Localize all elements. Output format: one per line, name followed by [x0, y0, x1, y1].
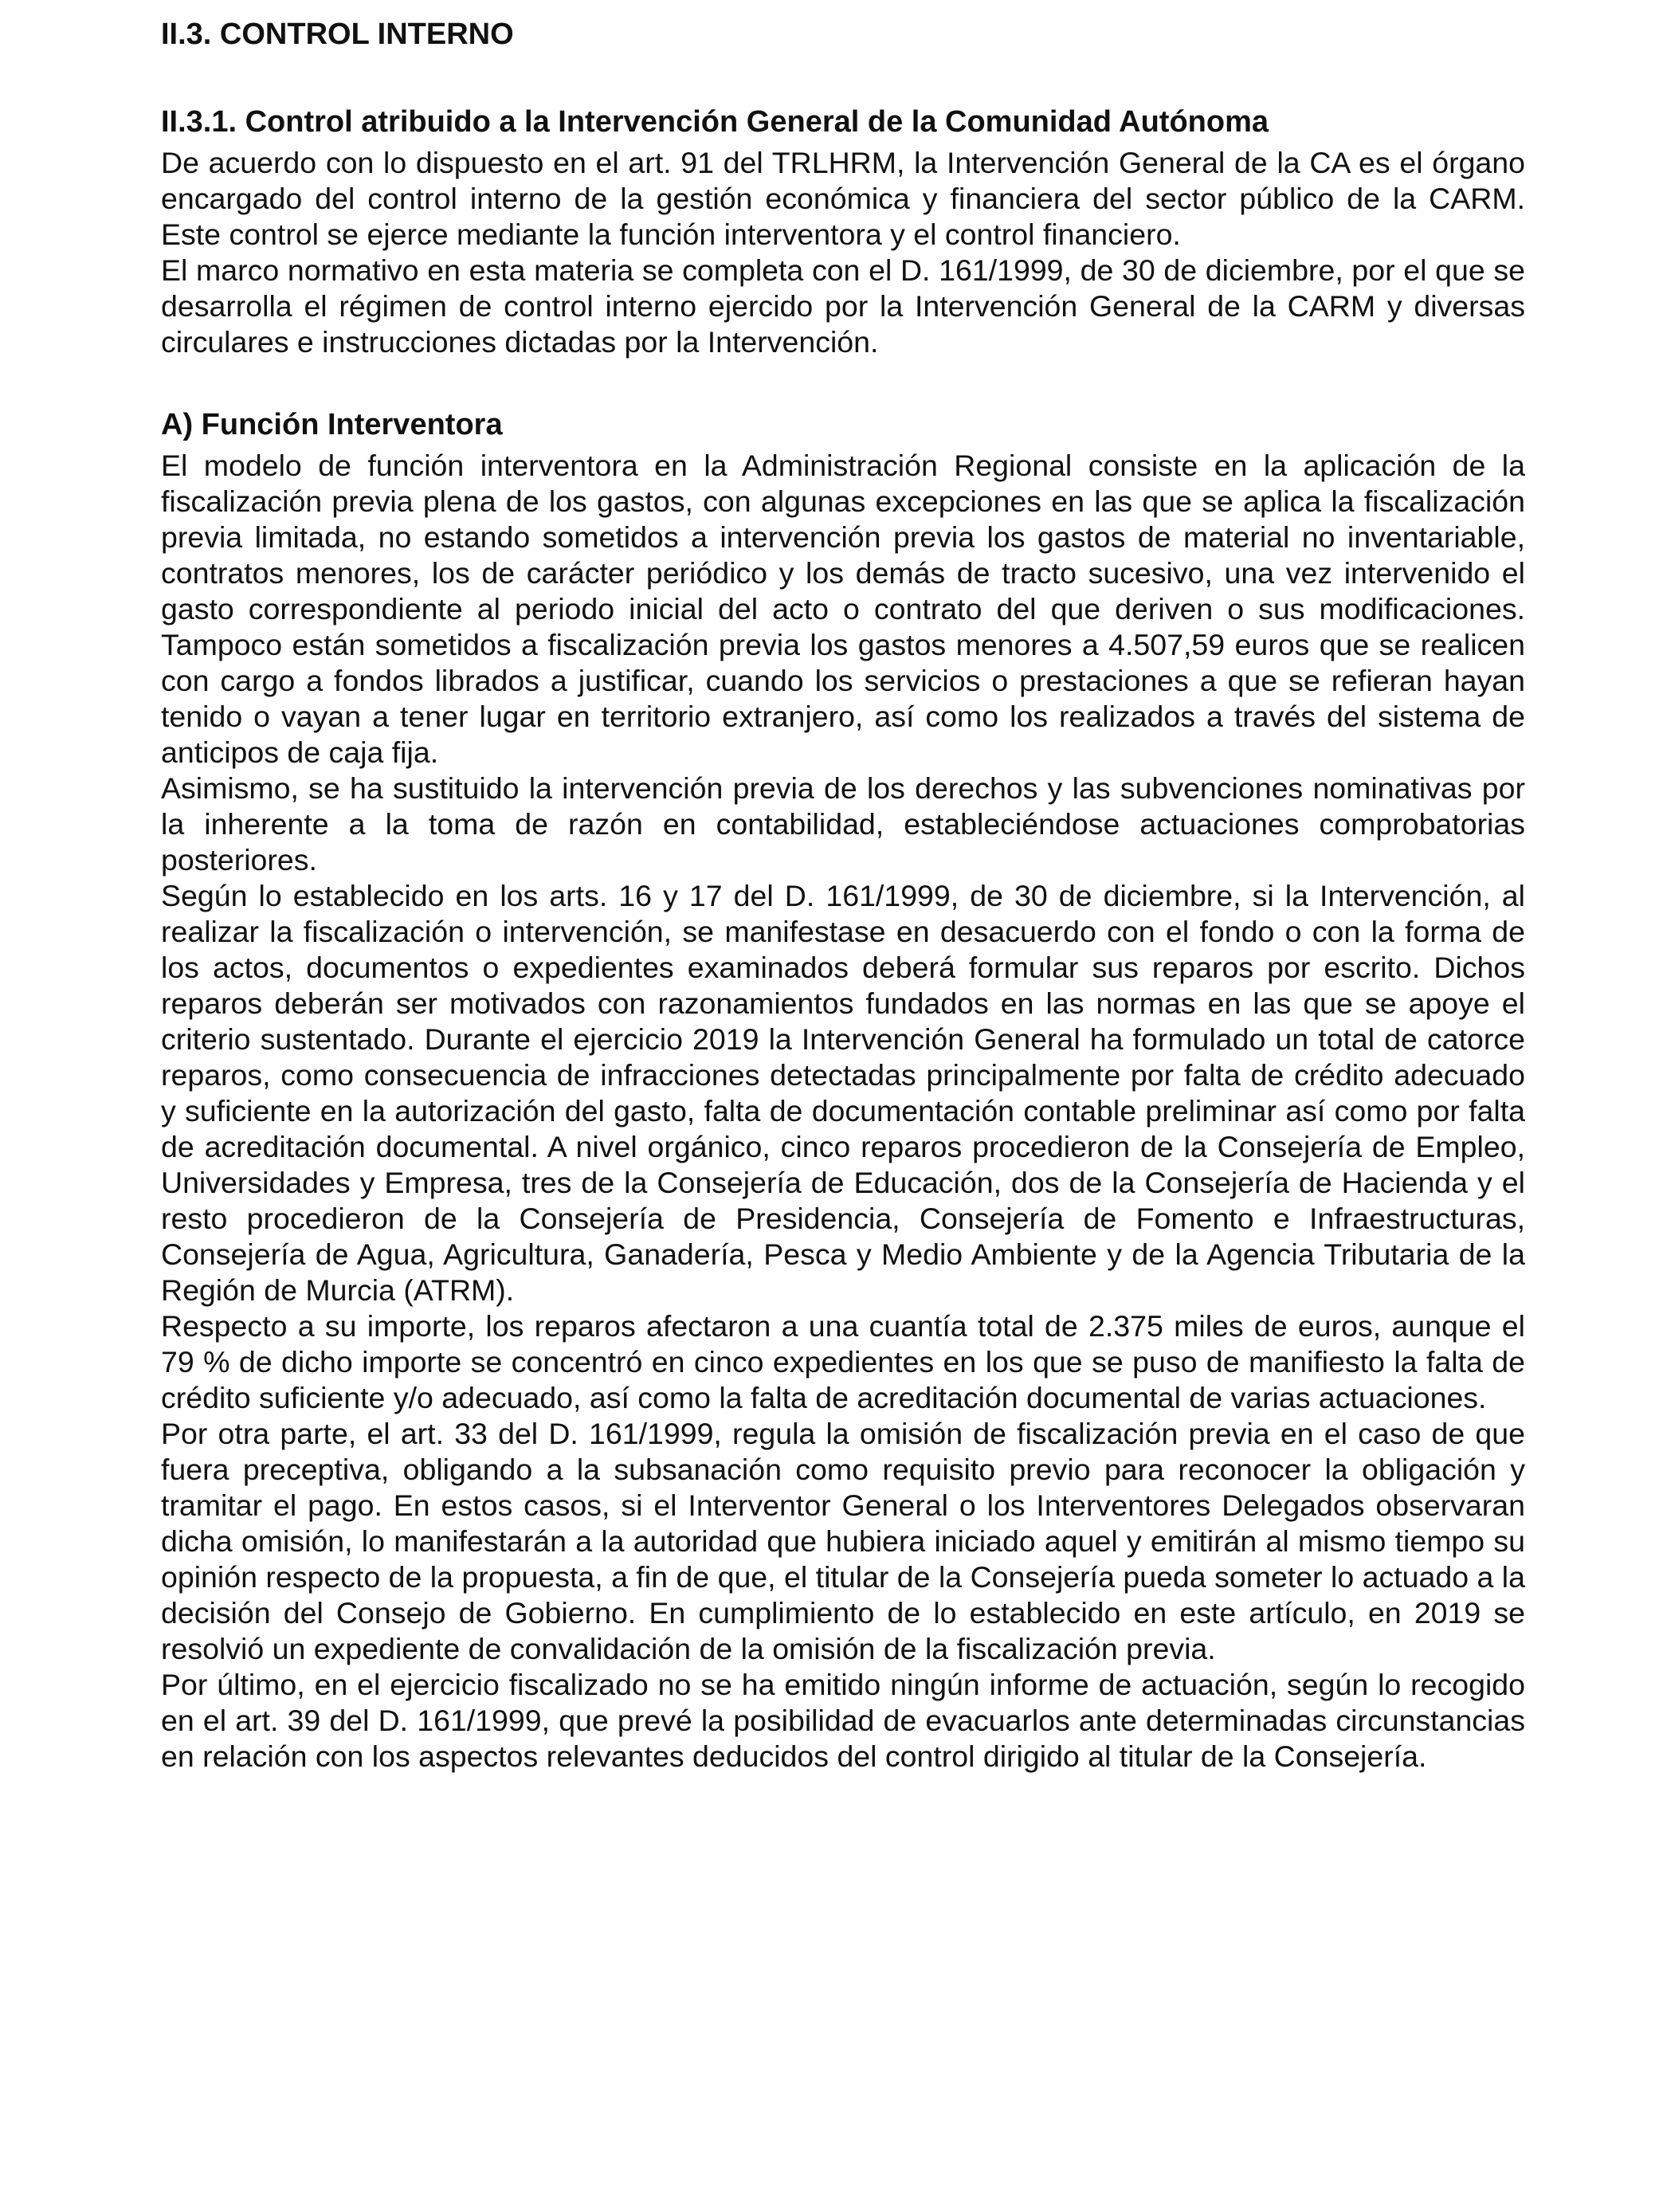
function-paragraph-1: El modelo de función interventora en la Administración Regional consiste en la aplicación de la fiscalización previa plena de los gastos, con algunas excepciones en las que se aplica la fiscalización previa limitada, no estando sometidos a intervención previa los gastos de material no inventariable, contratos menores, los de carácter periódico y los demás de tracto sucesivo, una vez intervenido el gasto correspondiente al periodo inicial del acto o contrato del que deriven o sus modificaciones. Tampoco están sometidos a fiscalización previa los gastos menores a 4.507,59 euros que se realicen con cargo a fondos librados a justificar, cuando los servicios o prestaciones a que se refieran hayan tenido o vayan a tener lugar en territorio extranjero, así como los realizados a través del sistema de anticipos de caja fija.	[161, 449, 1525, 769]
function-paragraph-5: Por otra parte, el art. 33 del D. 161/1999, regula la omisión de fiscalización previa en el caso de que fuera preceptiva, obligando a la subsanación como requisito previo para reconocer la obligación y tramitar el pago. En estos casos, si el Interventor General o los Interventores Delegados observaran dicha omisión, lo manifestarán a la autoridad que hubiera iniciado aquel y emitirán al mismo tiempo su opinión respecto de la propuesta, a fin de que, el titular de la Consejería pueda someter lo actuado a la decisión del Consejo de Gobierno. En cumplimiento de lo establecido en este artículo, en 2019 se resolvió un expediente de convalidación de la omisión de la fiscalización previa.	[161, 1417, 1525, 1665]
document-page	[161, 11, 1525, 1775]
function-paragraph-2: Asimismo, se ha sustituido la intervención previa de los derechos y las subvenciones nominativas por la inherente a la toma de razón en contabilidad, estableciéndose actuaciones comprobatorias posteriores.	[161, 771, 1525, 877]
section-title: II.3. CONTROL INTERNO	[161, 18, 514, 51]
function-heading: A) Función Interventora	[161, 408, 503, 441]
function-paragraph-6: Por último, en el ejercicio fiscalizado no se ha emitido ningún informe de actuación, según lo recogido en el art. 39 del D. 161/1999, que prevé la posibilidad de evacuarlos ante determinadas circunstancias en relación con los aspectos relevantes deducidos del control dirigido al titular de la Consejería.	[161, 1668, 1525, 1773]
subsection-title: II.3.1. Control atribuido a la Intervención General de la Comunidad Autónoma	[161, 105, 1269, 139]
function-paragraph-3: Según lo establecido en los arts. 16 y 17 del D. 161/1999, de 30 de diciembre, si la Intervención, al realizar la fiscalización o intervención, se manifestase en desacuerdo con el fondo o con la forma de los actos, documentos o expedientes examinados deberá formular sus reparos por escrito. Dichos reparos deberán ser motivados con razonamientos fundados en las normas en las que se apoye el criterio sustentado. Durante el ejercicio 2019 la Intervención General ha formulado un total de catorce reparos, como consecuencia de infracciones detectadas principalmente por falta de crédito adecuado y suficiente en la autorización del gasto, falta de documentación contable preliminar así como por falta de acreditación documental. A nivel orgánico, cinco reparos procedieron de la Consejería de Empleo, Universidades y Empresa, tres de la Consejería de Educación, dos de la Consejería de Hacienda y el resto procedieron de la Consejería de Presidencia, Consejería de Fomento e Infraestructuras, Consejería de Agua, Agricultura, Ganadería, Pesca y Medio Ambiente y de la Agencia Tributaria de la Región de Murcia (ATRM).	[161, 879, 1525, 1307]
intro-paragraph-2: El marco normativo en esta materia se completa con el D. 161/1999, de 30 de diciembre, por el que se desarrolla el régimen de control interno ejercido por la Intervención General de la CARM y diversas circulares e instrucciones dictadas por la Intervención.	[161, 253, 1525, 359]
intro-paragraph-1: De acuerdo con lo dispuesto en el art. 91 del TRLHRM, la Intervención General de la CA es el órgano encargado del control interno de la gestión económica y financiera del sector público de la CARM. Este control se ejerce mediante la función interventora y el control financiero.	[161, 146, 1525, 251]
function-paragraph-4: Respecto a su importe, los reparos afectaron a una cuantía total de 2.375 miles de euros, aunque el 79 % de dicho importe se concentró en cinco expedientes en los que se puso de manifiesto la falta de crédito suficiente y/o adecuado, así como la falta de acreditación documental de varias actuaciones.	[161, 1309, 1525, 1414]
